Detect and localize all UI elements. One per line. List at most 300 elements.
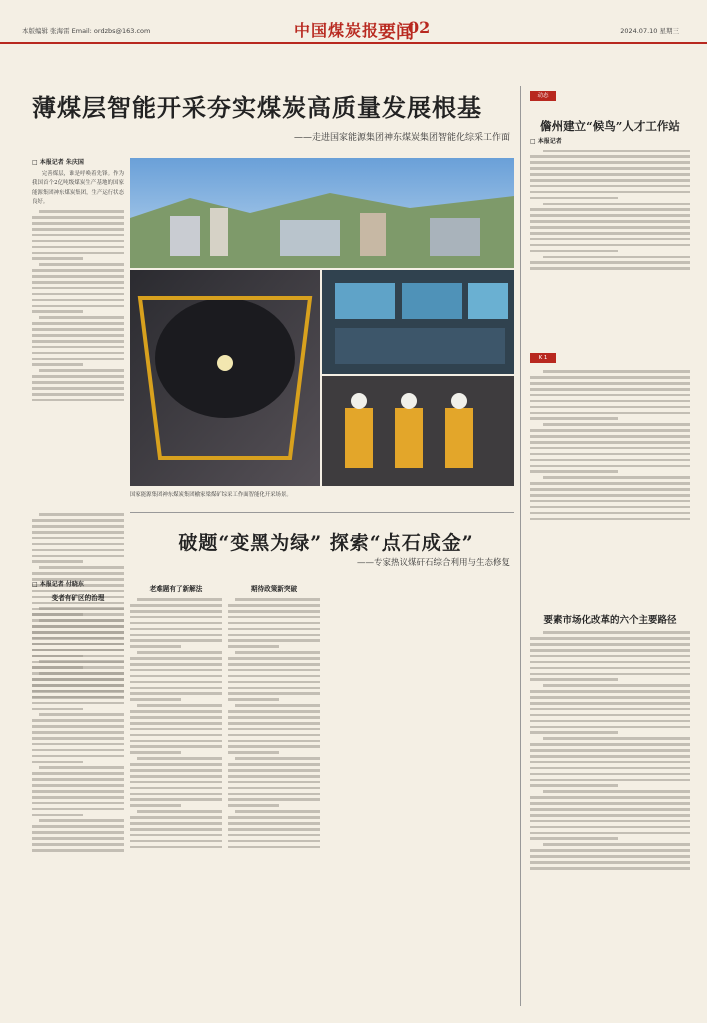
text-line: [130, 728, 222, 731]
text-line: [530, 238, 690, 241]
text-line: [32, 252, 124, 255]
sidebar-divider: [520, 86, 521, 1006]
text-line: [32, 293, 124, 296]
text-line: [32, 672, 124, 675]
text-line: [32, 275, 124, 278]
text-line: [228, 763, 320, 766]
column-body-filler: [530, 370, 690, 520]
text-line: [530, 731, 618, 734]
text-line: [32, 802, 124, 805]
editor-line: 本版编辑 张海雷 Email: ordzbs@163.com: [22, 27, 151, 35]
text-line: [32, 240, 124, 243]
text-line: [228, 840, 320, 843]
text-line: [32, 322, 124, 325]
text-line: [130, 816, 222, 819]
text-line: [32, 619, 124, 622]
text-line: [130, 840, 222, 843]
text-line: [32, 696, 124, 699]
text-line: [130, 669, 222, 672]
text-line: [130, 663, 222, 666]
text-line: [530, 232, 690, 235]
text-line: [228, 769, 320, 772]
text-line: [228, 616, 320, 619]
sidebar-byline: □ 本报记者: [530, 138, 562, 145]
text-line: [228, 604, 320, 607]
text-line: [228, 728, 320, 731]
text-line: [39, 316, 124, 319]
text-line: [32, 731, 124, 734]
text-line: [530, 376, 690, 379]
text-line: [130, 610, 222, 613]
sidebar-tag-dynamic: 动态: [530, 91, 556, 101]
text-line: [530, 506, 690, 509]
text-line: [130, 745, 222, 748]
text-line: [530, 214, 690, 217]
text-line: [530, 488, 690, 491]
text-line: [228, 775, 320, 778]
text-line: [530, 867, 690, 870]
text-line: [530, 849, 690, 852]
text-line: [530, 696, 690, 699]
text-line: [32, 358, 124, 361]
text-line: [530, 382, 690, 385]
text-line: [228, 781, 320, 784]
text-line: [130, 804, 181, 807]
text-line: [32, 305, 124, 308]
text-line: [130, 822, 222, 825]
text-line: [543, 737, 690, 740]
second-column-1: [32, 580, 124, 1000]
text-line: [130, 645, 181, 648]
text-line: [530, 655, 690, 658]
section-divider: [130, 512, 514, 513]
text-line: [130, 751, 181, 754]
text-line: [530, 743, 690, 746]
text-line: [530, 220, 690, 223]
text-line: [543, 423, 690, 426]
second-headline: 破题“变黑为绿” 探索“点石成金”: [178, 532, 474, 554]
text-line: [235, 810, 320, 813]
text-line: [530, 714, 690, 717]
text-line: [39, 513, 124, 516]
text-line: [530, 261, 690, 264]
text-line: [32, 649, 124, 652]
text-line: [530, 388, 690, 391]
text-line: [235, 598, 320, 601]
text-line: [130, 769, 222, 772]
mine-photo-collage: [130, 158, 514, 488]
text-line: [530, 802, 690, 805]
text-line: [32, 363, 83, 366]
text-line: [32, 749, 124, 752]
second-byline: □ 本报记者 付晓东: [32, 581, 84, 588]
photo-caption: 国家能源集团神东煤炭集团榆家梁煤矿综采工作面智能化开采场景。: [130, 492, 292, 498]
text-line: [530, 637, 690, 640]
text-line: [130, 793, 222, 796]
text-line: [228, 722, 320, 725]
text-line: [130, 710, 222, 713]
text-line: [530, 678, 618, 681]
column-body-filler: [130, 598, 222, 848]
text-line: [530, 720, 690, 723]
text-line: [32, 814, 83, 817]
text-line: [530, 494, 690, 497]
text-line: [228, 846, 320, 849]
text-line: [130, 734, 222, 737]
text-line: [32, 719, 124, 722]
text-line: [530, 400, 690, 403]
text-line: [32, 216, 124, 219]
lead-photo: [130, 158, 514, 488]
text-line: [235, 651, 320, 654]
text-line: [130, 787, 222, 790]
text-line: [530, 820, 690, 823]
text-line: [543, 370, 690, 373]
text-line: [530, 459, 690, 462]
text-line: [530, 394, 690, 397]
text-line: [130, 763, 222, 766]
text-line: [228, 816, 320, 819]
text-line: [530, 412, 690, 415]
text-line: [228, 804, 279, 807]
text-line: [530, 512, 690, 515]
text-line: [228, 657, 320, 660]
text-line: [130, 775, 222, 778]
text-line: [130, 781, 222, 784]
column-body-filler: [530, 631, 690, 869]
text-line: [530, 226, 690, 229]
text-line: [530, 185, 690, 188]
text-line: [228, 787, 320, 790]
text-line: [130, 698, 181, 701]
text-line: [32, 825, 124, 828]
newspaper-logo: 中国煤炭报: [294, 21, 380, 40]
text-line: [530, 244, 690, 247]
text-line: [32, 843, 124, 846]
text-line: [228, 681, 320, 684]
text-line: [32, 637, 124, 640]
text-line: [530, 465, 690, 468]
text-line: [32, 381, 124, 384]
text-line: [39, 210, 124, 213]
text-line: [32, 761, 83, 764]
text-line: [228, 669, 320, 672]
date-line: 2024.07.10 星期三: [620, 27, 679, 35]
text-line: [32, 375, 124, 378]
text-line: [32, 399, 124, 402]
text-line: [543, 631, 690, 634]
text-line: [32, 743, 124, 746]
text-line: [130, 687, 222, 690]
text-line: [32, 737, 124, 740]
text-line: [228, 675, 320, 678]
text-line: [32, 613, 124, 616]
text-line: [32, 655, 83, 658]
text-line: [32, 519, 124, 522]
text-line: [130, 716, 222, 719]
text-line: [530, 749, 690, 752]
column-body-filler: [530, 150, 690, 270]
text-line: [39, 713, 124, 716]
text-line: [39, 766, 124, 769]
text-line: [530, 453, 690, 456]
text-line: [228, 645, 279, 648]
text-line: [32, 666, 124, 669]
text-line: [32, 246, 124, 249]
text-line: [32, 631, 124, 634]
text-line: [32, 643, 124, 646]
text-line: [228, 687, 320, 690]
sidebar-title-reform: 要素市场化改革的六个主要路径: [543, 615, 677, 626]
text-line: [32, 784, 124, 787]
text-line: [530, 161, 690, 164]
text-line: [32, 287, 124, 290]
text-line: [32, 234, 124, 237]
page-header: [0, 0, 707, 44]
text-line: [32, 625, 124, 628]
text-line: [530, 855, 690, 858]
text-line: [32, 257, 83, 260]
text-line: [530, 708, 690, 711]
lead-subhead: ——走进国家能源集团神东煤炭集团智能化综采工作面: [293, 133, 510, 143]
text-line: [543, 203, 690, 206]
text-line: [39, 660, 124, 663]
text-line: [530, 808, 690, 811]
text-line: [543, 476, 690, 479]
text-line: [228, 610, 320, 613]
text-line: [530, 796, 690, 799]
column-body-filler: [32, 607, 124, 851]
text-line: [530, 197, 618, 200]
text-line: [32, 310, 83, 313]
text-line: [530, 667, 690, 670]
text-line: [530, 726, 690, 729]
text-line: [530, 267, 690, 270]
text-line: [32, 778, 124, 781]
text-line: [32, 222, 124, 225]
text-line: [32, 808, 124, 811]
sidebar-article-3: [530, 628, 690, 1008]
text-line: [32, 684, 124, 687]
text-line: [130, 628, 222, 631]
lead-intro: 完善煤层，谁是呼唤着先锋。作为我国首个2亿吨级煤炭生产基地的国家能源集团神东煤炭集团，生产运行状态良好。: [32, 171, 124, 205]
text-line: [530, 250, 618, 253]
text-line: [543, 790, 690, 793]
text-line: [32, 543, 124, 546]
text-line: [228, 628, 320, 631]
text-line: [228, 798, 320, 801]
text-line: [530, 826, 690, 829]
text-line: [32, 525, 124, 528]
text-line: [32, 352, 124, 355]
text-line: [32, 393, 124, 396]
text-line: [130, 639, 222, 642]
text-line: [32, 772, 124, 775]
text-line: [530, 191, 690, 194]
text-line: [530, 518, 690, 521]
text-line: [228, 734, 320, 737]
text-line: [32, 340, 124, 343]
text-line: [32, 708, 83, 711]
text-line: [32, 549, 124, 552]
text-line: [228, 698, 279, 701]
text-line: [530, 661, 690, 664]
text-line: [235, 704, 320, 707]
sidebar-article-2: [530, 367, 690, 607]
page-number: 02: [408, 18, 431, 37]
text-line: [530, 470, 618, 473]
text-line: [39, 263, 124, 266]
text-line: [32, 346, 124, 349]
text-line: [228, 740, 320, 743]
text-line: [530, 155, 690, 158]
text-line: [228, 745, 320, 748]
text-line: [530, 761, 690, 764]
text-line: [530, 643, 690, 646]
text-line: [39, 819, 124, 822]
text-line: [130, 722, 222, 725]
text-line: [130, 798, 222, 801]
text-line: [32, 755, 124, 758]
text-line: [530, 406, 690, 409]
text-line: [32, 281, 124, 284]
text-line: [130, 675, 222, 678]
text-line: [39, 369, 124, 372]
text-line: [39, 566, 124, 569]
second-column-3: [228, 580, 320, 1000]
text-line: [228, 751, 279, 754]
lead-headline: 薄煤层智能开采夯实煤炭高质量发展根基: [32, 93, 482, 122]
text-line: [32, 334, 124, 337]
section-title: 要闻: [378, 22, 414, 43]
text-line: [228, 793, 320, 796]
text-line: [228, 692, 320, 695]
section-label-3: 期待政策新突破: [250, 585, 298, 593]
text-line: [543, 843, 690, 846]
text-line: [32, 328, 124, 331]
text-line: [137, 598, 222, 601]
text-line: [228, 622, 320, 625]
lead-byline: □ 本报记者 朱庆国: [32, 159, 84, 166]
text-line: [530, 649, 690, 652]
text-line: [32, 269, 124, 272]
text-line: [530, 861, 690, 864]
text-line: [130, 604, 222, 607]
text-line: [530, 779, 690, 782]
text-line: [228, 834, 320, 837]
text-line: [530, 767, 690, 770]
text-line: [32, 560, 83, 563]
text-line: [543, 150, 690, 153]
text-line: [530, 179, 690, 182]
text-line: [228, 663, 320, 666]
text-line: [530, 441, 690, 444]
text-line: [32, 531, 124, 534]
text-line: [228, 634, 320, 637]
text-line: [137, 810, 222, 813]
text-line: [530, 773, 690, 776]
text-line: [530, 167, 690, 170]
text-line: [530, 755, 690, 758]
text-line: [530, 690, 690, 693]
section-label-1: 变者有矿区的治理: [51, 594, 105, 603]
text-line: [543, 256, 690, 259]
text-line: [32, 849, 124, 852]
text-line: [32, 690, 124, 693]
text-line: [130, 846, 222, 849]
text-line: [32, 837, 124, 840]
second-column-2: [130, 580, 222, 1000]
text-line: [130, 616, 222, 619]
text-line: [130, 622, 222, 625]
text-line: [32, 555, 124, 558]
text-line: [130, 834, 222, 837]
lead-column-1: [32, 158, 124, 513]
text-line: [530, 814, 690, 817]
text-line: [32, 831, 124, 834]
text-line: [32, 537, 124, 540]
text-line: [130, 634, 222, 637]
text-line: [32, 725, 124, 728]
sidebar-title-talent-station: 儋州建立“候鸟”人才工作站: [540, 119, 680, 133]
sidebar-tag-2: K 1: [530, 353, 556, 363]
text-line: [530, 784, 618, 787]
text-line: [32, 228, 124, 231]
column-body-filler: [32, 210, 124, 401]
text-line: [32, 299, 124, 302]
text-line: [39, 607, 124, 610]
text-line: [32, 796, 124, 799]
text-line: [530, 837, 618, 840]
text-line: [130, 828, 222, 831]
section-label-2: 老难题有了新解法: [149, 585, 203, 593]
text-line: [32, 572, 124, 575]
text-line: [130, 692, 222, 695]
text-line: [137, 704, 222, 707]
text-line: [530, 208, 690, 211]
text-line: [228, 710, 320, 713]
text-line: [228, 639, 320, 642]
text-line: [530, 435, 690, 438]
text-line: [530, 500, 690, 503]
text-line: [530, 832, 690, 835]
text-line: [530, 173, 690, 176]
text-line: [130, 681, 222, 684]
text-line: [130, 740, 222, 743]
text-line: [130, 657, 222, 660]
text-line: [228, 822, 320, 825]
text-line: [137, 757, 222, 760]
text-line: [32, 678, 124, 681]
text-line: [32, 790, 124, 793]
text-line: [530, 673, 690, 676]
text-line: [228, 716, 320, 719]
text-line: [32, 387, 124, 390]
text-line: [530, 447, 690, 450]
text-line: [137, 651, 222, 654]
second-subhead: ——专家热议煤矸石综合利用与生态修复: [356, 558, 510, 568]
text-line: [543, 684, 690, 687]
text-line: [228, 828, 320, 831]
text-line: [32, 702, 124, 705]
text-line: [530, 702, 690, 705]
text-line: [530, 482, 690, 485]
text-line: [530, 429, 690, 432]
column-body-filler: [228, 598, 320, 848]
text-line: [235, 757, 320, 760]
text-line: [530, 417, 618, 420]
sidebar-article-1: [530, 137, 690, 349]
